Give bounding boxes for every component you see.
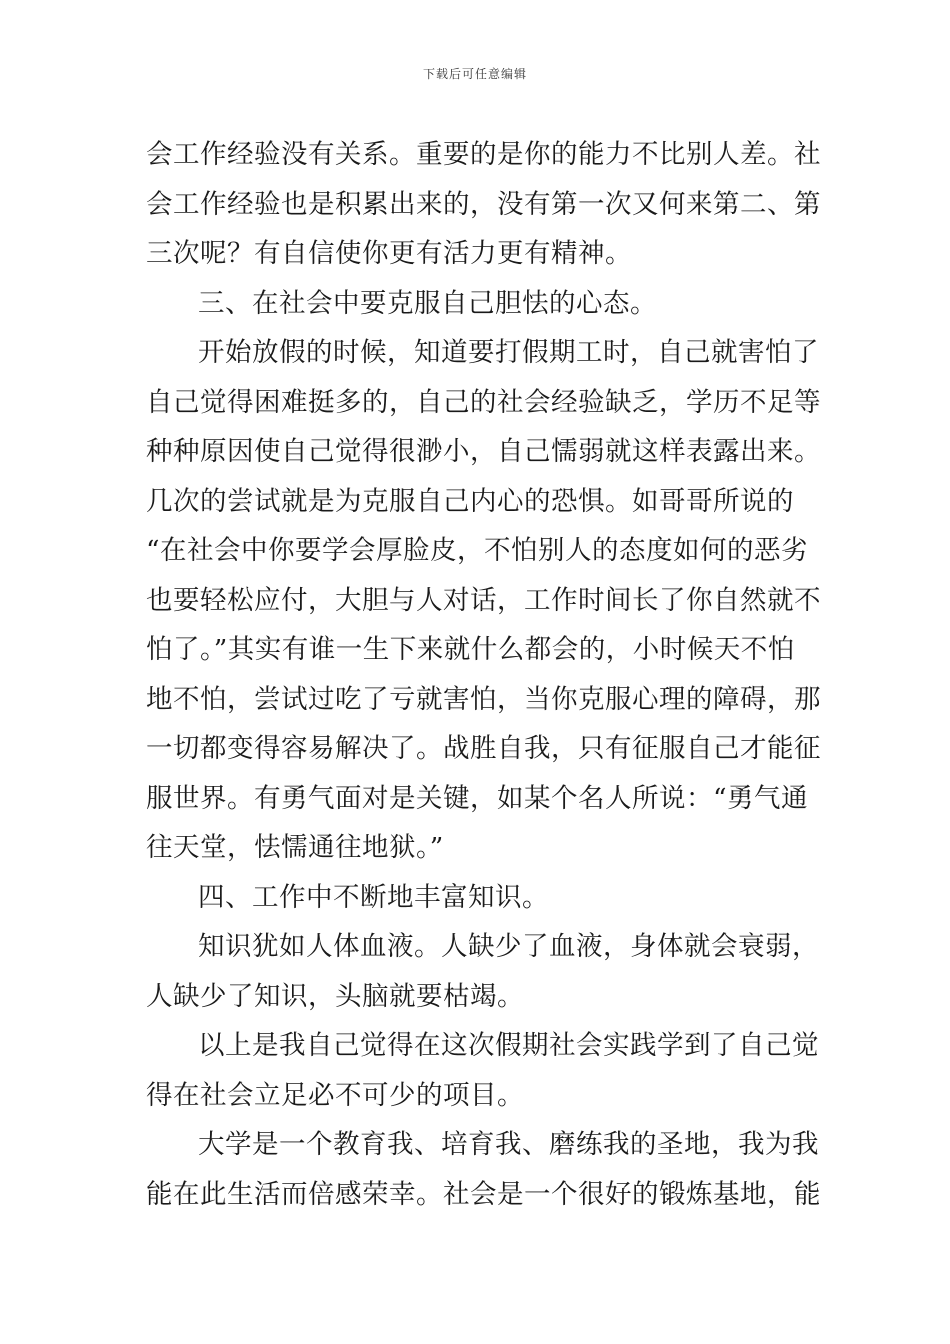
text-line: 开始放假的时候，知道要打假期工时，自己就害怕了 (198, 337, 819, 368)
text-line: 知识犹如人体血液。人缺少了血液，身体就会衰弱， (198, 931, 819, 962)
text-line: 地不怕，尝试过吃了亏就害怕，当你克服心理的障碍，那 (146, 683, 821, 715)
text-line: 自己觉得困难挺多的，自己的社会经验缺乏，学历不足等 (146, 386, 821, 418)
text-line: 得在社会立足必不可少的项目。 (146, 1079, 524, 1111)
page-header: 下载后可任意编辑 (422, 67, 527, 81)
text-line: 能在此生活而倍感荣幸。社会是一个很好的锻炼基地，能 (146, 1178, 821, 1210)
text-line: “在社会中你要学会厚脸皮，不怕别人的态度如何的恶劣 (146, 535, 809, 566)
text-line: 三、在社会中要克服自己胆怯的心态。 (198, 287, 657, 319)
text-line: 几次的尝试就是为克服自己内心的恐惧。如哥哥所说的 (146, 485, 794, 517)
text-line: 怕了。”其实有谁一生下来就什么都会的，小时候天不怕 (146, 634, 795, 665)
text-line: 种种原因使自己觉得很渺小，自己懦弱就这样表露出来。 (146, 436, 821, 467)
text-line: 人缺少了知识，头脑就要枯竭。 (146, 980, 524, 1012)
text-line: 一切都变得容易解决了。战胜自我，只有征服自己才能征 (146, 733, 821, 764)
text-line: 也要轻松应付，大胆与人对话，工作时间长了你自然就不 (146, 584, 821, 616)
text-line: 服世界。有勇气面对是关键，如某个名人所说：“勇气通 (146, 782, 809, 814)
text-line: 会工作经验没有关系。重要的是你的能力不比别人差。社 (146, 139, 821, 170)
text-line: 以上是我自己觉得在这次假期社会实践学到了自己觉 (198, 1030, 819, 1061)
document-body (146, 130, 821, 1219)
text-line: 会工作经验也是积累出来的，没有第一次又何来第二、第 (146, 188, 821, 220)
text-line: 大学是一个教育我、培育我、磨练我的圣地，我为我 (198, 1129, 819, 1160)
text-line: 四、工作中不断地丰富知识。 (198, 881, 549, 913)
text-line: 往天堂，怯懦通往地狱。” (146, 832, 444, 863)
text-line: 三次呢？有自信使你更有活力更有精神。 (146, 238, 632, 269)
